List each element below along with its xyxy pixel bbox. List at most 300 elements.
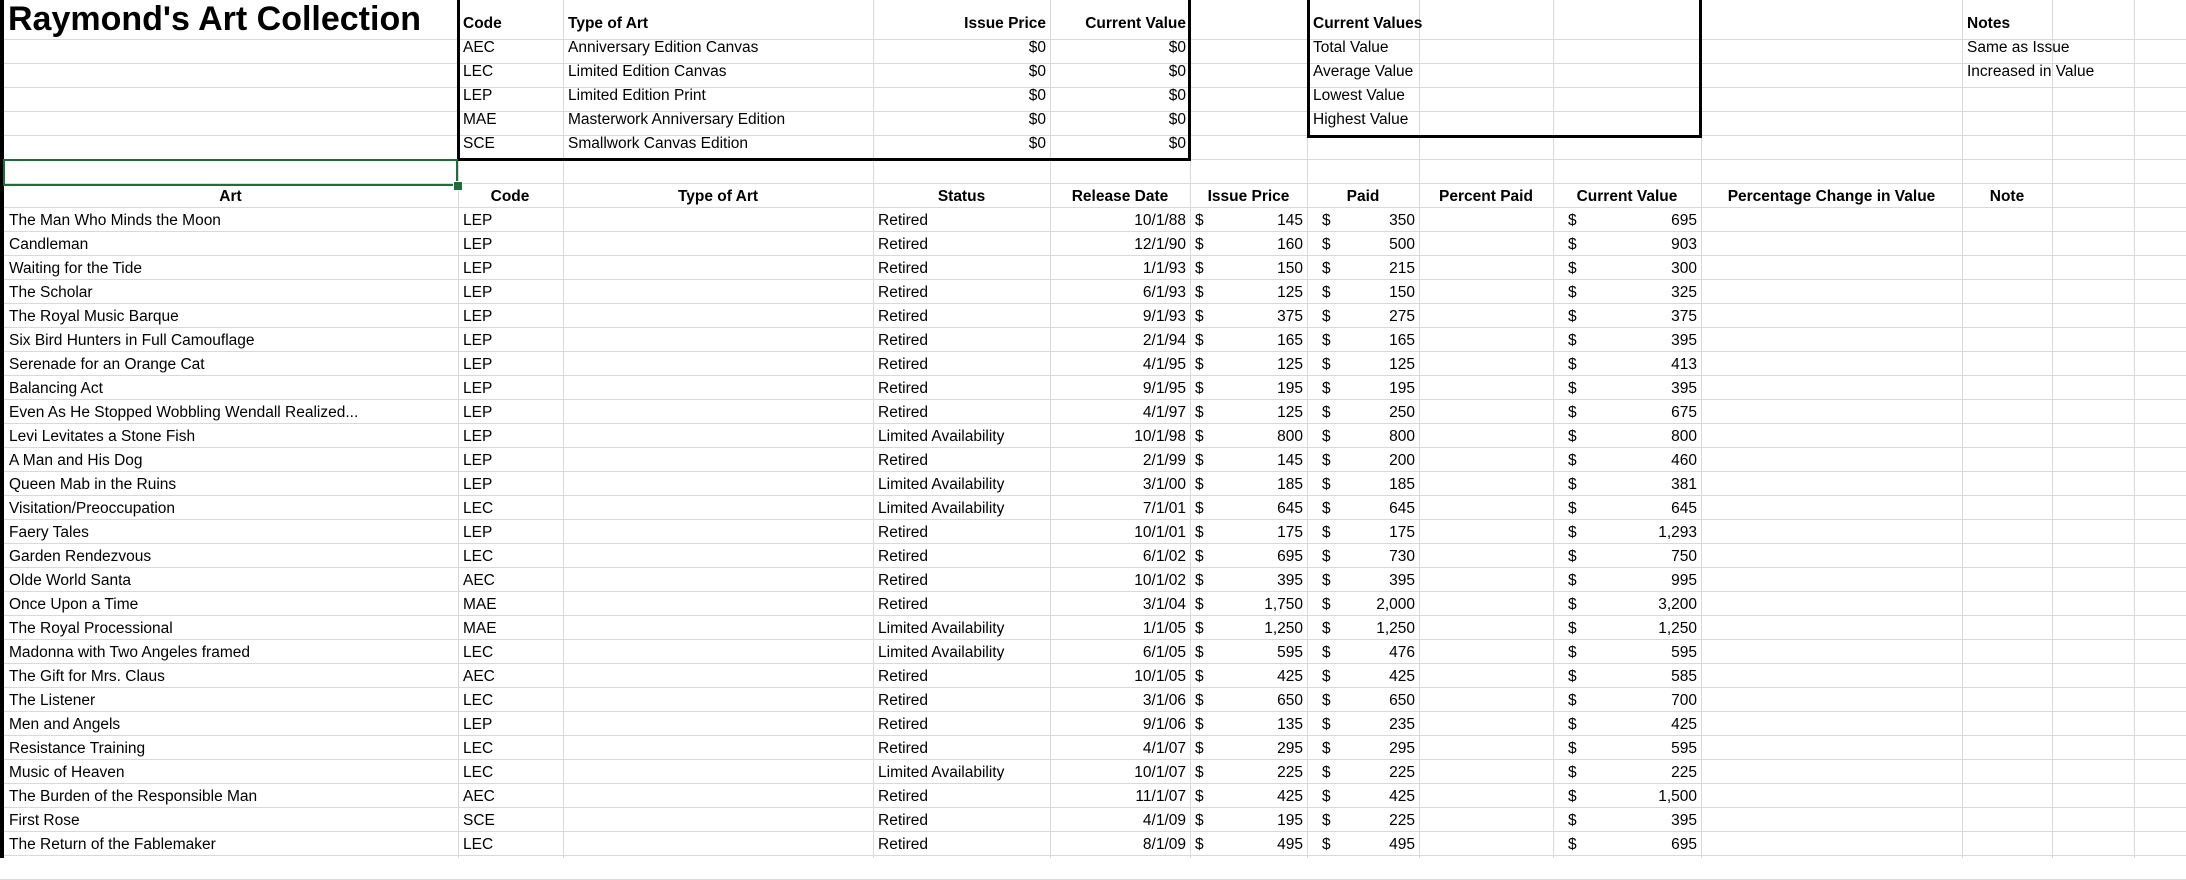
col-header-art[interactable]: Art (219, 188, 242, 205)
art-release-date-cell[interactable]: 1/1/93 (1142, 260, 1186, 277)
current-currency-symbol[interactable]: $ (1568, 308, 1577, 325)
paid-currency-symbol[interactable]: $ (1322, 620, 1331, 637)
art-status-cell[interactable]: Retired (878, 572, 928, 589)
art-current-value-cell[interactable]: 1,250 (1658, 620, 1697, 637)
art-paid-cell[interactable]: 2,000 (1376, 596, 1415, 613)
legend-issue-cell[interactable]: $0 (1028, 63, 1046, 80)
art-code-cell[interactable]: LEP (463, 260, 493, 277)
art-release-date-cell[interactable]: 9/1/95 (1142, 380, 1186, 397)
art-status-cell[interactable]: Retired (878, 692, 928, 709)
art-paid-cell[interactable]: 150 (1389, 284, 1415, 301)
art-issue-price-cell[interactable]: 135 (1277, 716, 1303, 733)
notes-header[interactable]: Notes (1967, 15, 2011, 32)
legend-issue-cell[interactable]: $0 (1028, 87, 1046, 104)
art-current-value-cell[interactable]: 595 (1671, 740, 1697, 757)
art-issue-price-cell[interactable]: 195 (1277, 812, 1303, 829)
legend-issue-cell[interactable]: $0 (1028, 111, 1046, 128)
art-release-date-cell[interactable]: 4/1/95 (1142, 356, 1186, 373)
issue-currency-symbol[interactable]: $ (1195, 308, 1204, 325)
art-status-cell[interactable]: Retired (878, 596, 928, 613)
art-code-cell[interactable]: MAE (463, 620, 497, 637)
art-issue-price-cell[interactable]: 645 (1277, 500, 1303, 517)
art-paid-cell[interactable]: 175 (1389, 524, 1415, 541)
art-code-cell[interactable]: MAE (463, 596, 497, 613)
art-issue-price-cell[interactable]: 185 (1277, 476, 1303, 493)
issue-currency-symbol[interactable]: $ (1195, 380, 1204, 397)
art-paid-cell[interactable]: 350 (1389, 212, 1415, 229)
paid-currency-symbol[interactable]: $ (1322, 812, 1331, 829)
summary-label-cell[interactable]: Total Value (1313, 39, 1389, 56)
art-paid-cell[interactable]: 195 (1389, 380, 1415, 397)
paid-currency-symbol[interactable]: $ (1322, 548, 1331, 565)
legend-current-cell[interactable]: $0 (1168, 39, 1186, 56)
art-code-cell[interactable]: AEC (463, 788, 495, 805)
art-title-cell[interactable]: The Return of the Fablemaker (9, 836, 216, 853)
art-code-cell[interactable]: LEP (463, 332, 493, 349)
art-issue-price-cell[interactable]: 160 (1277, 236, 1303, 253)
col-header-current[interactable]: Current Value (1576, 188, 1678, 205)
current-currency-symbol[interactable]: $ (1568, 236, 1577, 253)
art-issue-price-cell[interactable]: 800 (1277, 428, 1303, 445)
issue-currency-symbol[interactable]: $ (1195, 404, 1204, 421)
art-paid-cell[interactable]: 185 (1389, 476, 1415, 493)
issue-currency-symbol[interactable]: $ (1195, 332, 1204, 349)
legend-type-cell[interactable]: Limited Edition Print (568, 87, 706, 104)
issue-currency-symbol[interactable]: $ (1195, 836, 1204, 853)
art-current-value-cell[interactable]: 1,500 (1658, 788, 1697, 805)
current-currency-symbol[interactable]: $ (1568, 740, 1577, 757)
art-release-date-cell[interactable]: 10/1/98 (1134, 428, 1186, 445)
paid-currency-symbol[interactable]: $ (1322, 428, 1331, 445)
art-release-date-cell[interactable]: 6/1/05 (1142, 644, 1186, 661)
legend-header-code[interactable]: Code (463, 15, 502, 32)
art-code-cell[interactable]: AEC (463, 572, 495, 589)
selected-cell-a7[interactable] (3, 159, 458, 186)
paid-currency-symbol[interactable]: $ (1322, 572, 1331, 589)
art-status-cell[interactable]: Retired (878, 740, 928, 757)
issue-currency-symbol[interactable]: $ (1195, 524, 1204, 541)
paid-currency-symbol[interactable]: $ (1322, 740, 1331, 757)
art-release-date-cell[interactable]: 10/1/02 (1134, 572, 1186, 589)
art-title-cell[interactable]: The Man Who Minds the Moon (9, 212, 221, 229)
art-issue-price-cell[interactable]: 125 (1277, 356, 1303, 373)
art-paid-cell[interactable]: 395 (1389, 572, 1415, 589)
art-issue-price-cell[interactable]: 125 (1277, 284, 1303, 301)
art-current-value-cell[interactable]: 695 (1671, 212, 1697, 229)
art-status-cell[interactable]: Retired (878, 524, 928, 541)
art-issue-price-cell[interactable]: 1,250 (1264, 620, 1303, 637)
art-status-cell[interactable]: Retired (878, 452, 928, 469)
summary-label-cell[interactable]: Highest Value (1313, 111, 1409, 128)
art-status-cell[interactable]: Retired (878, 668, 928, 685)
art-paid-cell[interactable]: 1,250 (1376, 620, 1415, 637)
legend-code-cell[interactable]: MAE (463, 111, 497, 128)
art-release-date-cell[interactable]: 10/1/05 (1134, 668, 1186, 685)
art-current-value-cell[interactable]: 675 (1671, 404, 1697, 421)
art-release-date-cell[interactable]: 3/1/04 (1142, 596, 1186, 613)
art-status-cell[interactable]: Retired (878, 212, 928, 229)
art-release-date-cell[interactable]: 4/1/09 (1142, 812, 1186, 829)
art-code-cell[interactable]: LEC (463, 500, 494, 517)
col-header-status[interactable]: Status (937, 188, 986, 205)
art-issue-price-cell[interactable]: 295 (1277, 740, 1303, 757)
art-current-value-cell[interactable]: 585 (1671, 668, 1697, 685)
paid-currency-symbol[interactable]: $ (1322, 356, 1331, 373)
art-title-cell[interactable]: The Royal Music Barque (9, 308, 179, 325)
art-paid-cell[interactable]: 495 (1389, 836, 1415, 853)
art-code-cell[interactable]: AEC (463, 668, 495, 685)
art-status-cell[interactable]: Retired (878, 236, 928, 253)
art-release-date-cell[interactable]: 11/1/07 (1135, 788, 1186, 805)
art-paid-cell[interactable]: 476 (1389, 644, 1415, 661)
col-header-release[interactable]: Release Date (1071, 188, 1169, 205)
art-title-cell[interactable]: Levi Levitates a Stone Fish (9, 428, 196, 445)
paid-currency-symbol[interactable]: $ (1322, 716, 1331, 733)
art-release-date-cell[interactable]: 7/1/01 (1142, 500, 1186, 517)
current-currency-symbol[interactable]: $ (1568, 764, 1577, 781)
art-title-cell[interactable]: The Scholar (9, 284, 93, 301)
col-header-paid[interactable]: Paid (1346, 188, 1380, 205)
current-currency-symbol[interactable]: $ (1568, 452, 1577, 469)
art-issue-price-cell[interactable]: 650 (1277, 692, 1303, 709)
art-code-cell[interactable]: LEP (463, 716, 493, 733)
art-current-value-cell[interactable]: 381 (1671, 476, 1697, 493)
legend-type-cell[interactable]: Masterwork Anniversary Edition (568, 111, 786, 128)
art-status-cell[interactable]: Limited Availability (878, 476, 1005, 493)
art-current-value-cell[interactable]: 325 (1671, 284, 1697, 301)
issue-currency-symbol[interactable]: $ (1195, 716, 1204, 733)
art-code-cell[interactable]: LEC (463, 644, 494, 661)
art-code-cell[interactable]: LEP (463, 476, 493, 493)
art-code-cell[interactable]: LEC (463, 764, 494, 781)
issue-currency-symbol[interactable]: $ (1195, 788, 1204, 805)
art-status-cell[interactable]: Retired (878, 788, 928, 805)
col-header-issue[interactable]: Issue Price (1207, 188, 1290, 205)
legend-issue-cell[interactable]: $0 (1028, 39, 1046, 56)
art-current-value-cell[interactable]: 595 (1671, 644, 1697, 661)
paid-currency-symbol[interactable]: $ (1322, 404, 1331, 421)
art-issue-price-cell[interactable]: 1,750 (1264, 596, 1303, 613)
art-code-cell[interactable]: LEP (463, 356, 493, 373)
legend-code-cell[interactable]: LEP (463, 87, 493, 104)
art-paid-cell[interactable]: 425 (1389, 788, 1415, 805)
art-status-cell[interactable]: Limited Availability (878, 644, 1005, 661)
art-release-date-cell[interactable]: 6/1/02 (1142, 548, 1186, 565)
art-current-value-cell[interactable]: 700 (1671, 692, 1697, 709)
legend-code-cell[interactable]: LEC (463, 63, 494, 80)
current-currency-symbol[interactable]: $ (1568, 332, 1577, 349)
issue-currency-symbol[interactable]: $ (1195, 572, 1204, 589)
current-currency-symbol[interactable]: $ (1568, 596, 1577, 613)
art-status-cell[interactable]: Retired (878, 308, 928, 325)
paid-currency-symbol[interactable]: $ (1322, 644, 1331, 661)
issue-currency-symbol[interactable]: $ (1195, 476, 1204, 493)
current-currency-symbol[interactable]: $ (1568, 284, 1577, 301)
issue-currency-symbol[interactable]: $ (1195, 500, 1204, 517)
summary-label-cell[interactable]: Lowest Value (1313, 87, 1405, 104)
art-status-cell[interactable]: Retired (878, 404, 928, 421)
art-title-cell[interactable]: The Burden of the Responsible Man (9, 788, 258, 805)
art-title-cell[interactable]: Men and Angels (9, 716, 121, 733)
art-title-cell[interactable]: The Gift for Mrs. Claus (9, 668, 165, 685)
art-release-date-cell[interactable]: 6/1/93 (1142, 284, 1186, 301)
art-paid-cell[interactable]: 225 (1389, 812, 1415, 829)
art-paid-cell[interactable]: 425 (1389, 668, 1415, 685)
current-currency-symbol[interactable]: $ (1568, 524, 1577, 541)
art-title-cell[interactable]: Music of Heaven (9, 764, 125, 781)
art-code-cell[interactable]: SCE (463, 812, 495, 829)
art-paid-cell[interactable]: 645 (1389, 500, 1415, 517)
current-currency-symbol[interactable]: $ (1568, 356, 1577, 373)
art-title-cell[interactable]: Resistance Training (9, 740, 146, 757)
art-issue-price-cell[interactable]: 425 (1277, 668, 1303, 685)
art-title-cell[interactable]: Even As He Stopped Wobbling Wendall Realized... (9, 404, 359, 421)
legend-header-current[interactable]: Current Value (1085, 15, 1186, 32)
paid-currency-symbol[interactable]: $ (1322, 476, 1331, 493)
legend-code-cell[interactable]: SCE (463, 135, 495, 152)
art-release-date-cell[interactable]: 1/1/05 (1142, 620, 1186, 637)
art-current-value-cell[interactable]: 903 (1671, 236, 1697, 253)
art-paid-cell[interactable]: 200 (1389, 452, 1415, 469)
col-header-code[interactable]: Code (490, 188, 530, 205)
art-release-date-cell[interactable]: 9/1/93 (1142, 308, 1186, 325)
art-title-cell[interactable]: First Rose (9, 812, 80, 829)
paid-currency-symbol[interactable]: $ (1322, 284, 1331, 301)
art-issue-price-cell[interactable]: 695 (1277, 548, 1303, 565)
art-title-cell[interactable]: Queen Mab in the Ruins (9, 476, 177, 493)
art-code-cell[interactable]: LEP (463, 284, 493, 301)
legend-type-cell[interactable]: Anniversary Edition Canvas (568, 39, 759, 56)
issue-currency-symbol[interactable]: $ (1195, 548, 1204, 565)
art-paid-cell[interactable]: 235 (1389, 716, 1415, 733)
issue-currency-symbol[interactable]: $ (1195, 668, 1204, 685)
art-release-date-cell[interactable]: 8/1/09 (1142, 836, 1186, 853)
art-title-cell[interactable]: Faery Tales (9, 524, 89, 541)
art-issue-price-cell[interactable]: 425 (1277, 788, 1303, 805)
art-status-cell[interactable]: Retired (878, 260, 928, 277)
art-title-cell[interactable]: Six Bird Hunters in Full Camouflage (9, 332, 255, 349)
art-status-cell[interactable]: Limited Availability (878, 428, 1005, 445)
art-release-date-cell[interactable]: 9/1/06 (1142, 716, 1186, 733)
paid-currency-symbol[interactable]: $ (1322, 308, 1331, 325)
summary-header[interactable]: Current Values (1313, 15, 1423, 32)
paid-currency-symbol[interactable]: $ (1322, 260, 1331, 277)
summary-label-cell[interactable]: Average Value (1313, 63, 1414, 80)
paid-currency-symbol[interactable]: $ (1322, 788, 1331, 805)
paid-currency-symbol[interactable]: $ (1322, 332, 1331, 349)
art-title-cell[interactable]: Once Upon a Time (9, 596, 139, 613)
art-release-date-cell[interactable]: 4/1/07 (1142, 740, 1186, 757)
art-title-cell[interactable]: Serenade for an Orange Cat (9, 356, 205, 373)
paid-currency-symbol[interactable]: $ (1322, 764, 1331, 781)
art-status-cell[interactable]: Retired (878, 284, 928, 301)
art-status-cell[interactable]: Retired (878, 836, 928, 853)
current-currency-symbol[interactable]: $ (1568, 404, 1577, 421)
art-title-cell[interactable]: Balancing Act (9, 380, 103, 397)
issue-currency-symbol[interactable]: $ (1195, 260, 1204, 277)
art-release-date-cell[interactable]: 3/1/00 (1142, 476, 1186, 493)
art-code-cell[interactable]: LEP (463, 380, 493, 397)
paid-currency-symbol[interactable]: $ (1322, 668, 1331, 685)
current-currency-symbol[interactable]: $ (1568, 836, 1577, 853)
current-currency-symbol[interactable]: $ (1568, 716, 1577, 733)
legend-current-cell[interactable]: $0 (1168, 63, 1186, 80)
issue-currency-symbol[interactable]: $ (1195, 236, 1204, 253)
art-current-value-cell[interactable]: 225 (1671, 764, 1697, 781)
col-header-note[interactable]: Note (1989, 188, 2025, 205)
art-current-value-cell[interactable]: 3,200 (1658, 596, 1697, 613)
art-current-value-cell[interactable]: 413 (1671, 356, 1697, 373)
art-issue-price-cell[interactable]: 145 (1277, 452, 1303, 469)
current-currency-symbol[interactable]: $ (1568, 812, 1577, 829)
art-issue-price-cell[interactable]: 125 (1277, 404, 1303, 421)
art-current-value-cell[interactable]: 750 (1671, 548, 1697, 565)
art-release-date-cell[interactable]: 2/1/99 (1142, 452, 1186, 469)
art-issue-price-cell[interactable]: 165 (1277, 332, 1303, 349)
col-header-type[interactable]: Type of Art (677, 188, 759, 205)
art-code-cell[interactable]: LEC (463, 740, 494, 757)
art-paid-cell[interactable]: 225 (1389, 764, 1415, 781)
art-status-cell[interactable]: Retired (878, 356, 928, 373)
art-status-cell[interactable]: Retired (878, 380, 928, 397)
legend-current-cell[interactable]: $0 (1168, 135, 1186, 152)
current-currency-symbol[interactable]: $ (1568, 788, 1577, 805)
art-paid-cell[interactable]: 730 (1389, 548, 1415, 565)
current-currency-symbol[interactable]: $ (1568, 476, 1577, 493)
art-issue-price-cell[interactable]: 175 (1277, 524, 1303, 541)
art-current-value-cell[interactable]: 695 (1671, 836, 1697, 853)
art-status-cell[interactable]: Limited Availability (878, 620, 1005, 637)
legend-type-cell[interactable]: Smallwork Canvas Edition (568, 135, 749, 152)
legend-current-cell[interactable]: $0 (1168, 87, 1186, 104)
art-title-cell[interactable]: Garden Rendezvous (9, 548, 152, 565)
art-current-value-cell[interactable]: 300 (1671, 260, 1697, 277)
paid-currency-symbol[interactable]: $ (1322, 524, 1331, 541)
paid-currency-symbol[interactable]: $ (1322, 236, 1331, 253)
art-status-cell[interactable]: Retired (878, 812, 928, 829)
issue-currency-symbol[interactable]: $ (1195, 764, 1204, 781)
art-paid-cell[interactable]: 215 (1389, 260, 1415, 277)
issue-currency-symbol[interactable]: $ (1195, 692, 1204, 709)
art-paid-cell[interactable]: 295 (1389, 740, 1415, 757)
art-title-cell[interactable]: The Listener (9, 692, 96, 709)
paid-currency-symbol[interactable]: $ (1322, 692, 1331, 709)
art-current-value-cell[interactable]: 395 (1671, 812, 1697, 829)
art-title-cell[interactable]: Olde World Santa (9, 572, 132, 589)
current-currency-symbol[interactable]: $ (1568, 212, 1577, 229)
art-release-date-cell[interactable]: 2/1/94 (1142, 332, 1186, 349)
art-release-date-cell[interactable]: 10/1/07 (1134, 764, 1186, 781)
issue-currency-symbol[interactable]: $ (1195, 596, 1204, 613)
art-release-date-cell[interactable]: 10/1/88 (1134, 212, 1186, 229)
col-header-percent-paid[interactable]: Percent Paid (1439, 188, 1533, 205)
paid-currency-symbol[interactable]: $ (1322, 500, 1331, 517)
art-title-cell[interactable]: Visitation/Preoccupation (9, 500, 176, 517)
art-paid-cell[interactable]: 165 (1389, 332, 1415, 349)
art-title-cell[interactable]: Candleman (9, 236, 89, 253)
current-currency-symbol[interactable]: $ (1568, 620, 1577, 637)
current-currency-symbol[interactable]: $ (1568, 692, 1577, 709)
paid-currency-symbol[interactable]: $ (1322, 452, 1331, 469)
note-legend-cell[interactable]: Same as Issue (1967, 39, 2070, 56)
current-currency-symbol[interactable]: $ (1568, 260, 1577, 277)
art-code-cell[interactable]: LEP (463, 212, 493, 229)
col-header-percent-change[interactable]: Percentage Change in Value (1727, 188, 1936, 205)
art-issue-price-cell[interactable]: 150 (1277, 260, 1303, 277)
art-title-cell[interactable]: Madonna with Two Angeles framed (9, 644, 250, 661)
art-current-value-cell[interactable]: 375 (1671, 308, 1697, 325)
art-status-cell[interactable]: Retired (878, 332, 928, 349)
art-paid-cell[interactable]: 650 (1389, 692, 1415, 709)
issue-currency-symbol[interactable]: $ (1195, 212, 1204, 229)
art-current-value-cell[interactable]: 395 (1671, 380, 1697, 397)
issue-currency-symbol[interactable]: $ (1195, 428, 1204, 445)
art-code-cell[interactable]: LEP (463, 236, 493, 253)
art-code-cell[interactable]: LEC (463, 836, 494, 853)
art-issue-price-cell[interactable]: 395 (1277, 572, 1303, 589)
issue-currency-symbol[interactable]: $ (1195, 284, 1204, 301)
current-currency-symbol[interactable]: $ (1568, 380, 1577, 397)
issue-currency-symbol[interactable]: $ (1195, 452, 1204, 469)
art-title-cell[interactable]: A Man and His Dog (9, 452, 143, 469)
art-release-date-cell[interactable]: 4/1/97 (1142, 404, 1186, 421)
legend-issue-cell[interactable]: $0 (1028, 135, 1046, 152)
art-paid-cell[interactable]: 275 (1389, 308, 1415, 325)
current-currency-symbol[interactable]: $ (1568, 428, 1577, 445)
art-paid-cell[interactable]: 250 (1389, 404, 1415, 421)
art-current-value-cell[interactable]: 995 (1671, 572, 1697, 589)
note-legend-cell[interactable]: Increased in Value (1967, 63, 2095, 80)
paid-currency-symbol[interactable]: $ (1322, 836, 1331, 853)
legend-header-issue[interactable]: Issue Price (964, 15, 1046, 32)
art-status-cell[interactable]: Limited Availability (878, 500, 1005, 517)
art-current-value-cell[interactable]: 800 (1671, 428, 1697, 445)
art-paid-cell[interactable]: 500 (1389, 236, 1415, 253)
issue-currency-symbol[interactable]: $ (1195, 356, 1204, 373)
art-code-cell[interactable]: LEP (463, 524, 493, 541)
legend-header-type[interactable]: Type of Art (568, 15, 649, 32)
art-code-cell[interactable]: LEP (463, 404, 493, 421)
art-release-date-cell[interactable]: 3/1/06 (1142, 692, 1186, 709)
issue-currency-symbol[interactable]: $ (1195, 812, 1204, 829)
art-status-cell[interactable]: Retired (878, 548, 928, 565)
art-issue-price-cell[interactable]: 145 (1277, 212, 1303, 229)
issue-currency-symbol[interactable]: $ (1195, 740, 1204, 757)
art-current-value-cell[interactable]: 1,293 (1658, 524, 1697, 541)
art-status-cell[interactable]: Retired (878, 716, 928, 733)
issue-currency-symbol[interactable]: $ (1195, 644, 1204, 661)
art-code-cell[interactable]: LEC (463, 548, 494, 565)
art-current-value-cell[interactable]: 460 (1671, 452, 1697, 469)
art-release-date-cell[interactable]: 12/1/90 (1134, 236, 1186, 253)
current-currency-symbol[interactable]: $ (1568, 668, 1577, 685)
legend-current-cell[interactable]: $0 (1168, 111, 1186, 128)
art-code-cell[interactable]: LEP (463, 452, 493, 469)
art-code-cell[interactable]: LEC (463, 692, 494, 709)
current-currency-symbol[interactable]: $ (1568, 644, 1577, 661)
legend-code-cell[interactable]: AEC (463, 39, 495, 56)
art-current-value-cell[interactable]: 425 (1671, 716, 1697, 733)
art-paid-cell[interactable]: 125 (1389, 356, 1415, 373)
art-issue-price-cell[interactable]: 495 (1277, 836, 1303, 853)
art-status-cell[interactable]: Limited Availability (878, 764, 1005, 781)
legend-type-cell[interactable]: Limited Edition Canvas (568, 63, 727, 80)
issue-currency-symbol[interactable]: $ (1195, 620, 1204, 637)
paid-currency-symbol[interactable]: $ (1322, 596, 1331, 613)
art-title-cell[interactable]: Waiting for the Tide (9, 260, 142, 277)
paid-currency-symbol[interactable]: $ (1322, 380, 1331, 397)
current-currency-symbol[interactable]: $ (1568, 548, 1577, 565)
